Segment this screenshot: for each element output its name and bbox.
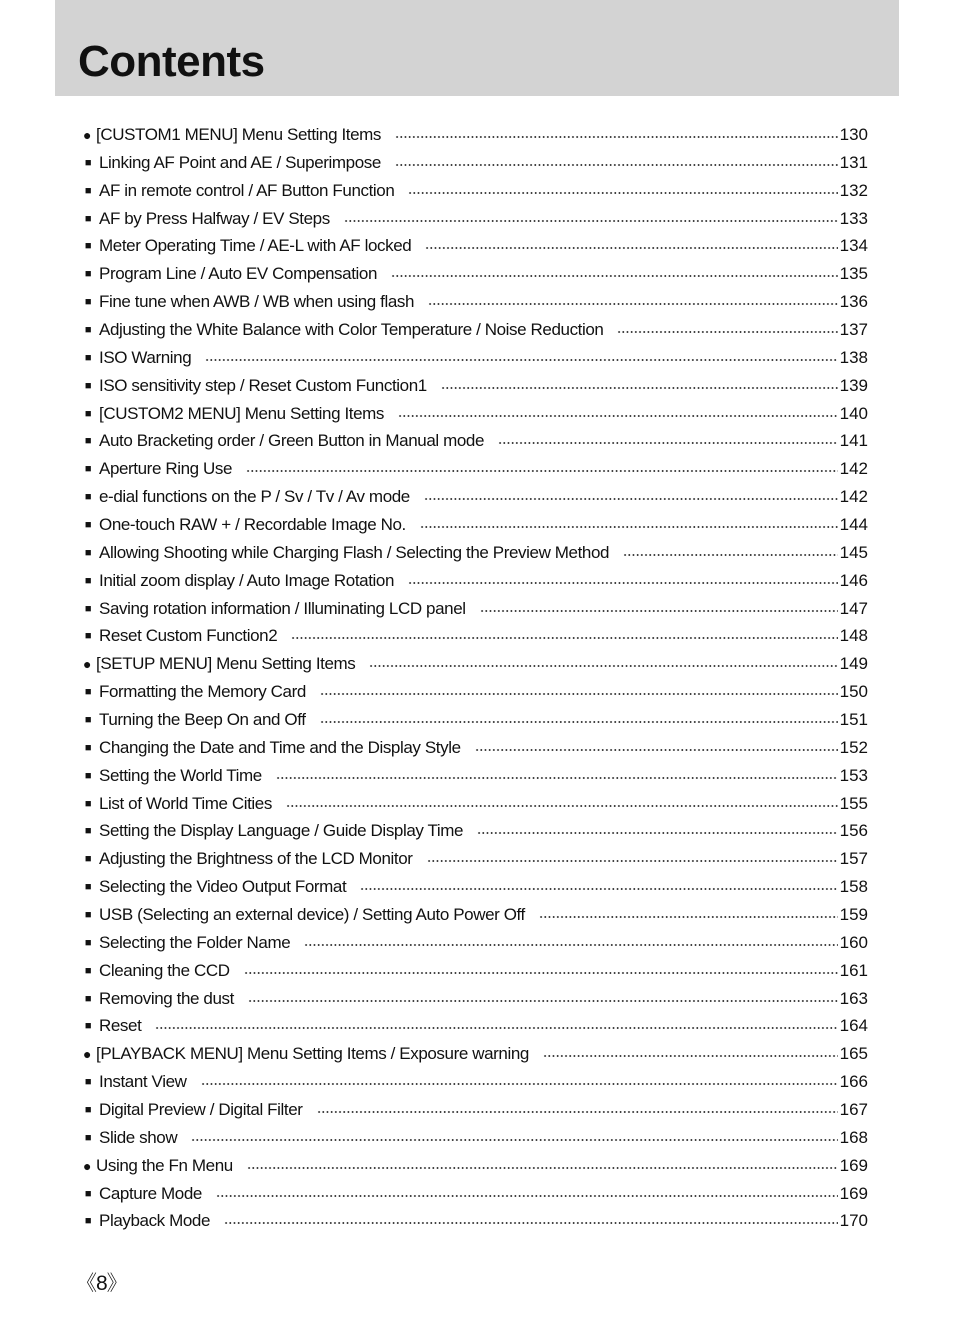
dot-leader <box>543 1055 838 1057</box>
toc-entry[interactable] <box>80 817 868 845</box>
toc-entry[interactable] <box>80 957 868 985</box>
toc-entry-title: Selecting the Folder Name <box>99 932 291 952</box>
square-bullet-icon: ■ <box>84 992 92 1005</box>
square-bullet-icon: ■ <box>84 1187 92 1200</box>
toc-entry[interactable] <box>80 845 868 873</box>
toc-entry-page-number: 145 <box>839 542 868 562</box>
toc-entry-page-number: 142 <box>839 487 868 507</box>
toc-entry-title: e-dial functions on the P / Sv / Tv / Av mode <box>99 487 410 507</box>
square-bullet-icon: ■ <box>84 463 92 476</box>
dot-leader <box>408 582 838 584</box>
toc-entry-title: One-touch RAW + / Recordable Image No. <box>99 514 406 534</box>
dot-leader <box>420 526 838 528</box>
square-bullet-icon: ■ <box>84 546 92 559</box>
dot-leader <box>360 888 837 890</box>
toc-entry-page-number: 134 <box>839 236 868 256</box>
toc-entry-title: Initial zoom display / Auto Image Rotation <box>99 570 395 590</box>
page-number: 《8》 <box>76 1272 127 1295</box>
dot-leader <box>320 693 838 695</box>
square-bullet-icon: ■ <box>84 936 92 949</box>
toc-entry[interactable] <box>80 734 868 762</box>
toc-entry-page-number: 159 <box>839 904 868 924</box>
dot-leader <box>424 498 838 500</box>
toc-entry-page-number: 131 <box>839 152 868 172</box>
dot-leader <box>317 1111 838 1113</box>
square-bullet-icon: ■ <box>84 1076 92 1089</box>
toc-entry-title: Reset Custom Function2 <box>99 626 278 646</box>
square-bullet-icon: ■ <box>84 518 92 531</box>
toc-entry-page-number: 169 <box>839 1155 868 1175</box>
toc-entry-title: Capture Mode <box>99 1183 202 1203</box>
toc-entry-title: [SETUP MENU] Menu Setting Items <box>96 654 356 674</box>
dot-leader <box>408 192 837 194</box>
square-bullet-icon: ■ <box>84 825 92 838</box>
toc-entry[interactable] <box>80 511 868 539</box>
toc-entry-title: Program Line / Auto EV Compensation <box>99 264 377 284</box>
toc-entry[interactable] <box>80 1124 868 1152</box>
toc-entry[interactable] <box>80 1180 868 1208</box>
toc-entry-title: AF in remote control / AF Button Function <box>99 180 395 200</box>
toc-entry[interactable] <box>80 205 868 233</box>
toc-entry-title: USB (Selecting an external device) / Setting Auto Power Off <box>99 904 525 924</box>
square-bullet-icon: ■ <box>84 351 92 364</box>
toc-entry-title: Slide show <box>99 1127 178 1147</box>
toc-entry-page-number: 148 <box>839 626 868 646</box>
dot-leader <box>617 331 837 333</box>
square-bullet-icon: ■ <box>84 713 92 726</box>
toc-entry[interactable] <box>80 232 868 260</box>
toc-entry-page-number: 153 <box>839 765 868 785</box>
toc-entry[interactable] <box>80 121 868 149</box>
dot-leader <box>398 415 838 417</box>
toc-entry[interactable] <box>80 483 868 511</box>
square-bullet-icon: ■ <box>84 853 92 866</box>
dot-leader <box>155 1027 837 1029</box>
dot-leader <box>246 470 838 472</box>
toc-entry-title: Cleaning the CCD <box>99 960 230 980</box>
toc-entry-page-number: 151 <box>839 709 868 729</box>
toc-entry[interactable] <box>80 985 868 1013</box>
toc-entry[interactable] <box>80 372 868 400</box>
dot-leader <box>304 944 837 946</box>
toc-entry-title: ISO Warning <box>99 347 192 367</box>
toc-entry-title: Removing the dust <box>99 988 234 1008</box>
toc-entry[interactable] <box>80 539 868 567</box>
toc-entry-title: [PLAYBACK MENU] Menu Setting Items / Exposure warning <box>96 1044 529 1064</box>
dot-leader <box>286 805 838 807</box>
dot-leader <box>475 749 838 751</box>
dot-leader <box>428 303 838 305</box>
toc-entry[interactable] <box>80 567 868 595</box>
dot-leader <box>425 247 837 249</box>
dot-leader <box>477 832 838 834</box>
square-bullet-icon: ■ <box>84 268 92 281</box>
toc-entry-title: Adjusting the Brightness of the LCD Monitor <box>99 849 413 869</box>
toc-entry-page-number: 149 <box>839 654 868 674</box>
dot-leader <box>344 220 838 222</box>
toc-entry-title: Aperture Ring Use <box>99 459 233 479</box>
toc-entry[interactable] <box>80 1096 868 1124</box>
toc-entry-title: Reset <box>99 1016 142 1036</box>
toc-entry-page-number: 164 <box>839 1016 868 1036</box>
toc-entry-title: Digital Preview / Digital Filter <box>99 1100 303 1119</box>
dot-leader <box>244 972 838 974</box>
square-bullet-icon: ■ <box>84 1104 92 1116</box>
toc-entry-title: Playback Mode <box>99 1211 211 1231</box>
toc-entry[interactable] <box>80 177 868 205</box>
toc-entry-page-number: 139 <box>839 375 868 395</box>
toc-entry-page-number: 137 <box>839 319 868 339</box>
dot-leader <box>247 1167 838 1169</box>
square-bullet-icon: ■ <box>84 769 92 782</box>
square-bullet-icon: ■ <box>84 323 92 336</box>
dot-leader <box>480 610 838 612</box>
toc-entry-title: Setting the Display Language / Guide Display Time <box>99 821 464 841</box>
dot-leader <box>395 164 838 166</box>
toc-entry-page-number: 166 <box>839 1072 868 1092</box>
toc-entry-page-number: 141 <box>839 431 868 451</box>
toc-entry-title: Adjusting the White Balance with Color Temperature / Noise Reduction <box>99 319 604 339</box>
toc-entry-title: List of World Time Cities <box>99 793 272 813</box>
table-of-contents <box>80 121 868 1235</box>
toc-entry-page-number: 158 <box>839 877 868 897</box>
toc-entry-page-number: 163 <box>839 988 868 1008</box>
toc-entry[interactable] <box>80 873 868 901</box>
toc-entry-page-number: 150 <box>839 682 868 702</box>
toc-entry-page-number: 146 <box>839 570 868 590</box>
square-bullet-icon: ■ <box>84 1131 92 1144</box>
dot-leader <box>276 777 838 779</box>
dot-leader <box>427 860 838 862</box>
square-bullet-icon: ■ <box>84 602 92 615</box>
toc-entry-title: Instant View <box>99 1072 187 1092</box>
round-bullet-icon: ● <box>82 126 92 143</box>
dot-leader <box>539 916 838 918</box>
square-bullet-icon: ■ <box>84 407 92 420</box>
toc-entry-page-number: 157 <box>839 849 868 869</box>
toc-entry[interactable] <box>80 260 868 288</box>
toc-entry-page-number: 132 <box>839 180 868 200</box>
toc-entry[interactable] <box>80 595 868 623</box>
toc-entry-title: Turning the Beep On and Off <box>99 709 306 729</box>
toc-entry-page-number: 140 <box>839 403 868 423</box>
toc-entry-title: [CUSTOM1 MENU] Menu Setting Items <box>96 124 382 144</box>
toc-entry[interactable] <box>80 762 868 790</box>
dot-leader <box>291 637 837 639</box>
toc-entry-page-number: 147 <box>839 598 868 618</box>
round-bullet-icon: ● <box>82 656 92 673</box>
toc-entry-page-number: 156 <box>839 821 868 841</box>
toc-entry-page-number: 170 <box>839 1211 868 1231</box>
square-bullet-icon: ■ <box>84 797 92 810</box>
square-bullet-icon: ■ <box>84 296 92 309</box>
toc-entry[interactable] <box>80 1013 868 1041</box>
square-bullet-icon: ■ <box>84 1215 92 1228</box>
toc-entry-title: Fine tune when AWB / WB when using flash <box>99 292 415 312</box>
toc-entry-title: Linking AF Point and AE / Superimpose <box>99 152 381 172</box>
toc-entry-page-number: 167 <box>839 1100 868 1119</box>
toc-entry-page-number: 160 <box>839 932 868 952</box>
square-bullet-icon: ■ <box>84 156 92 169</box>
toc-entry-page-number: 165 <box>839 1044 868 1064</box>
square-bullet-icon: ■ <box>84 881 92 894</box>
toc-entry[interactable] <box>80 455 868 483</box>
dot-leader <box>320 721 838 723</box>
square-bullet-icon: ■ <box>84 630 92 643</box>
toc-entry-page-number: 142 <box>839 459 868 479</box>
toc-entry-title: [CUSTOM2 MENU] Menu Setting Items <box>99 403 385 423</box>
toc-entry[interactable] <box>80 427 868 455</box>
toc-entry-title: Auto Bracketing order / Green Button in Manual mode <box>99 431 484 451</box>
dot-leader <box>498 442 838 444</box>
square-bullet-icon: ■ <box>84 686 92 699</box>
toc-entry-title: ISO sensitivity step / Reset Custom Function1 <box>99 375 427 395</box>
toc-entry-title: Setting the World Time <box>99 765 262 785</box>
page-title: Contents <box>78 37 265 86</box>
toc-entry-page-number: 155 <box>839 793 868 813</box>
dot-leader <box>191 1139 837 1141</box>
dot-leader <box>391 275 838 277</box>
dot-leader <box>441 387 838 389</box>
toc-entry[interactable] <box>80 149 868 177</box>
toc-entry-title: Using the Fn Menu <box>96 1155 233 1175</box>
dot-leader <box>205 359 837 361</box>
toc-entry-page-number: 135 <box>839 264 868 284</box>
toc-entry[interactable] <box>80 1040 868 1068</box>
toc-entry-title: Changing the Date and Time and the Display Style <box>99 737 461 757</box>
toc-entry-page-number: 168 <box>839 1127 868 1147</box>
toc-entry[interactable] <box>80 288 868 316</box>
square-bullet-icon: ■ <box>84 574 92 587</box>
round-bullet-icon: ● <box>82 1157 92 1174</box>
square-bullet-icon: ■ <box>84 212 92 225</box>
toc-entry-title: Selecting the Video Output Format <box>99 877 347 897</box>
dot-leader <box>201 1083 838 1085</box>
toc-entry-page-number: 169 <box>839 1183 868 1203</box>
toc-entry-title: Meter Operating Time / AE-L with AF locked <box>99 236 412 256</box>
toc-entry-page-number: 161 <box>839 960 868 980</box>
toc-entry-page-number: 152 <box>839 737 868 757</box>
toc-entry[interactable] <box>80 622 868 650</box>
square-bullet-icon: ■ <box>84 1020 92 1033</box>
toc-entry-title: Allowing Shooting while Charging Flash / Selecting the Preview Method <box>99 542 610 562</box>
dot-leader <box>216 1195 838 1197</box>
toc-entry-title: Formatting the Memory Card <box>99 682 306 702</box>
dot-leader <box>224 1222 838 1224</box>
toc-entry[interactable] <box>80 316 868 344</box>
square-bullet-icon: ■ <box>84 908 92 921</box>
toc-entry[interactable] <box>80 650 868 678</box>
toc-entry[interactable] <box>80 678 868 706</box>
toc-entry[interactable] <box>80 790 868 818</box>
toc-entry-page-number: 144 <box>839 514 868 534</box>
square-bullet-icon: ■ <box>84 491 92 504</box>
square-bullet-icon: ■ <box>84 184 92 197</box>
toc-entry[interactable] <box>80 1208 868 1236</box>
toc-entry[interactable] <box>80 400 868 428</box>
toc-entry-page-number: 130 <box>839 124 868 144</box>
toc-entry[interactable] <box>80 344 868 372</box>
dot-leader <box>623 554 838 556</box>
square-bullet-icon: ■ <box>84 964 92 977</box>
square-bullet-icon: ■ <box>84 435 92 448</box>
toc-entry-page-number: 133 <box>839 208 868 228</box>
dot-leader <box>395 136 838 138</box>
square-bullet-icon: ■ <box>84 379 92 392</box>
dot-leader <box>369 665 837 667</box>
toc-entry[interactable] <box>80 901 868 929</box>
toc-entry[interactable] <box>80 706 868 734</box>
square-bullet-icon: ■ <box>84 741 92 754</box>
toc-entry[interactable] <box>80 1068 868 1096</box>
toc-entry-page-number: 136 <box>839 292 868 312</box>
toc-entry-title: Saving rotation information / Illuminating LCD panel <box>99 598 466 618</box>
dot-leader <box>248 1000 838 1002</box>
round-bullet-icon: ● <box>82 1046 92 1063</box>
square-bullet-icon: ■ <box>84 240 92 253</box>
toc-entry[interactable] <box>80 1152 868 1180</box>
toc-entry-title: AF by Press Halfway / EV Steps <box>99 208 330 228</box>
toc-entry-page-number: 138 <box>839 347 868 367</box>
toc-entry[interactable] <box>80 929 868 957</box>
